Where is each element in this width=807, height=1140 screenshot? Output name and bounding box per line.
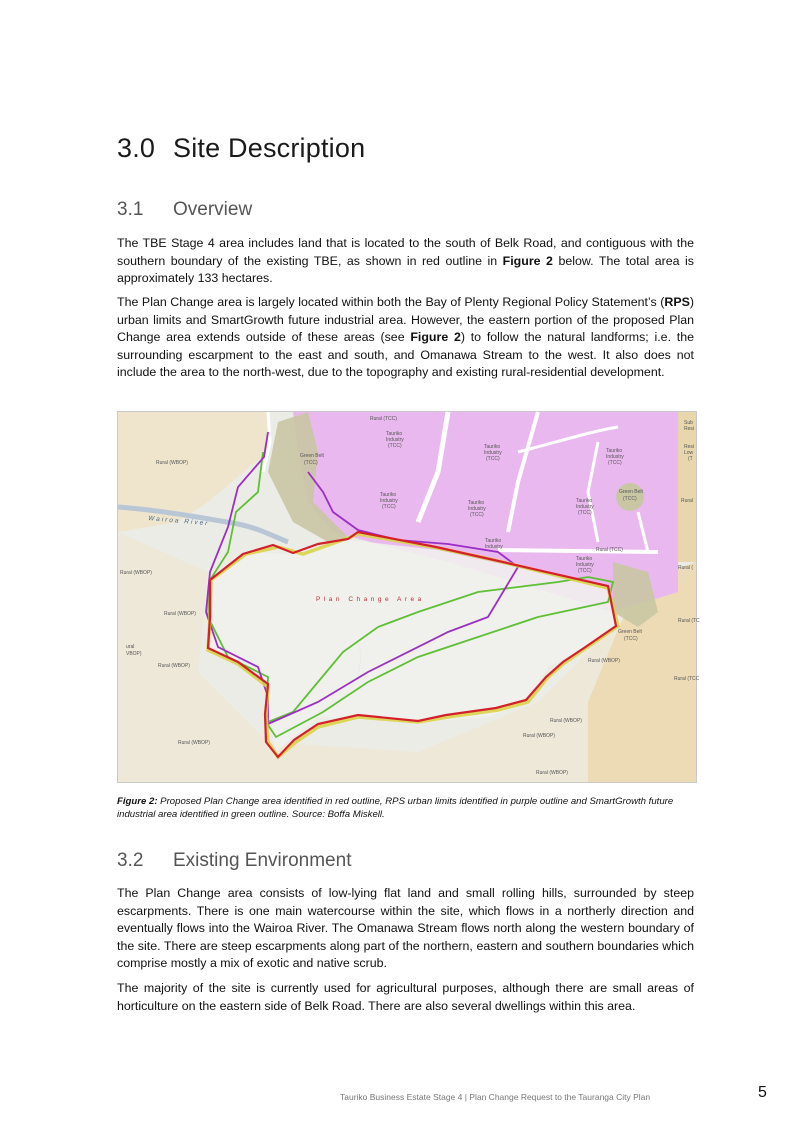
map-label: (TCC) xyxy=(624,636,638,642)
map-label: Rural (TCC) xyxy=(370,416,397,422)
map-label-plan-change: Plan Change Area xyxy=(316,596,425,603)
figure-caption xyxy=(117,795,695,821)
svg-text:Industry: Industry xyxy=(485,544,503,550)
svg-text:(TCC): (TCC) xyxy=(486,456,500,462)
svg-text:Tauriko: Tauriko xyxy=(485,538,502,544)
map-label: Green Belt xyxy=(300,453,324,459)
svg-text:Rural (: Rural ( xyxy=(678,565,694,571)
text-run: below. The total area is approximately 133 hectares. xyxy=(117,253,694,285)
map-label: Green Belt xyxy=(619,489,643,495)
text-run: The Plan Change area consists of low-lying flat land and small rolling hills, surrounded by steep escarpments. There is one main watercourse within the site, which flows in a northerly direction and eventually flows into the Wairoa River. The Omanawa Stream flows north along the western boundary of the site. There are steep escarpments along part of the northern, eastern and southern boundaries which comprise mostly a mix of exotic and native scrub. xyxy=(117,886,694,970)
svg-text:Industry: Industry xyxy=(468,506,486,512)
caption-label: Figure 2: xyxy=(117,796,158,807)
page-heading xyxy=(117,133,365,164)
svg-text:(TCC): (TCC) xyxy=(388,443,402,449)
paragraph-environment-1 xyxy=(117,885,694,973)
svg-text:Industry: Industry xyxy=(386,437,404,443)
page-number: 5 xyxy=(758,1084,767,1101)
map-label: Rural (TCC) xyxy=(596,547,623,553)
svg-text:Industry: Industry xyxy=(606,454,624,460)
map-label: Rural (WBOP) xyxy=(178,740,210,746)
svg-text:Resi: Resi xyxy=(684,426,695,432)
map-label: Rural (WBOP) xyxy=(536,770,568,776)
section-title: Existing Environment xyxy=(173,850,352,871)
section-number: 3.2 xyxy=(117,850,144,871)
map-label-river: Wairoa River xyxy=(147,515,210,528)
svg-text:Low: Low xyxy=(684,450,694,456)
svg-text:Rural (TC: Rural (TC xyxy=(678,618,700,624)
map-label: Rural (WBOP) xyxy=(550,718,582,724)
heading-number: 3.0 xyxy=(117,133,156,163)
map-label: (TCC) xyxy=(304,460,318,466)
svg-text:Industry: Industry xyxy=(576,504,594,510)
svg-text:Tauriko: Tauriko xyxy=(386,431,403,437)
map-label: ural xyxy=(126,644,135,650)
text-run: The TBE Stage 4 area includes land that is located to the south of Belk Road, and contiguous with the southern boundary of the existing TBE, as shown in red outline in xyxy=(117,236,694,268)
svg-text:Tauriko: Tauriko xyxy=(380,492,397,498)
map-label: Green Belt xyxy=(618,629,642,635)
page-footer: Tauriko Business Estate Stage 4 | Plan Change Request to the Tauranga City Plan xyxy=(340,1092,651,1102)
section-title: Overview xyxy=(173,199,253,220)
svg-text:Rural: Rural xyxy=(681,498,693,504)
svg-text:Rural (TCC: Rural (TCC xyxy=(674,676,700,682)
bold-reference: RPS xyxy=(664,295,690,309)
svg-text:(TCC): (TCC) xyxy=(470,512,484,518)
caption-text: Proposed Plan Change area identified in red outline, RPS urban limits identified in purple outline and SmartGrowth future industrial area identified in green outline. Source: Boffa Miskell. xyxy=(117,796,674,820)
map-label: (TCC) xyxy=(623,496,637,502)
svg-text:(TCC): (TCC) xyxy=(608,460,622,466)
svg-text:(T: (T xyxy=(688,456,693,462)
text-run: The Plan Change area is largely located within both the Bay of Plenty Regional Policy Statement’s ( xyxy=(117,295,665,309)
svg-text:(TCC): (TCC) xyxy=(578,510,592,516)
svg-text:Industry: Industry xyxy=(576,562,594,568)
text-run: ) to follow the natural landforms; i.e. the surrounding escarpment to the east and south, and Omanawa Stream to the west. It also does not include the area to the north-west, due to the topography and existing rural-residential development. xyxy=(117,330,694,379)
bold-reference: Figure 2 xyxy=(502,253,553,268)
svg-text:Tauriko: Tauriko xyxy=(576,498,593,504)
svg-text:(TCC): (TCC) xyxy=(578,568,592,574)
plan-change-map xyxy=(117,411,700,783)
paragraph-overview-1 xyxy=(117,235,694,288)
map-label: Rural (WBOP) xyxy=(120,570,152,576)
map-label: Rural (WBOP) xyxy=(156,460,188,466)
map-label: VBOP) xyxy=(126,651,142,657)
svg-text:Industry: Industry xyxy=(484,450,502,456)
text-run: ) urban limits and SmartGrowth future industrial area. However, the eastern portion of the proposed Plan Change area extends outside of these areas (see xyxy=(117,295,694,344)
heading-title: Site Description xyxy=(173,133,366,163)
svg-text:Tauriko: Tauriko xyxy=(468,500,485,506)
svg-text:Tauriko: Tauriko xyxy=(576,556,593,562)
section-number: 3.1 xyxy=(117,199,144,220)
svg-text:Resi: Resi xyxy=(684,444,695,450)
section-heading-overview xyxy=(117,199,252,221)
section-heading-existing-environment xyxy=(117,850,351,872)
svg-text:Tauriko: Tauriko xyxy=(484,444,501,450)
map-label: Rural (WBOP) xyxy=(523,733,555,739)
svg-text:Tauriko: Tauriko xyxy=(606,448,623,454)
text-run: The majority of the site is currently used for agricultural purposes, although there are small areas of horticulture on the eastern side of Belk Road. There are also several dwellings within this area. xyxy=(117,981,694,1013)
svg-text:Sub: Sub xyxy=(684,420,693,426)
bold-reference: Figure 2 xyxy=(410,330,461,344)
paragraph-environment-2 xyxy=(117,980,694,1015)
paragraph-overview-2 xyxy=(117,294,694,382)
map-label: Rural (WBOP) xyxy=(588,658,620,664)
map-label: Rural (WBOP) xyxy=(164,611,196,617)
svg-text:Industry: Industry xyxy=(380,498,398,504)
map-label: Rural (WBOP) xyxy=(158,663,190,669)
svg-text:(TCC): (TCC) xyxy=(382,504,396,510)
